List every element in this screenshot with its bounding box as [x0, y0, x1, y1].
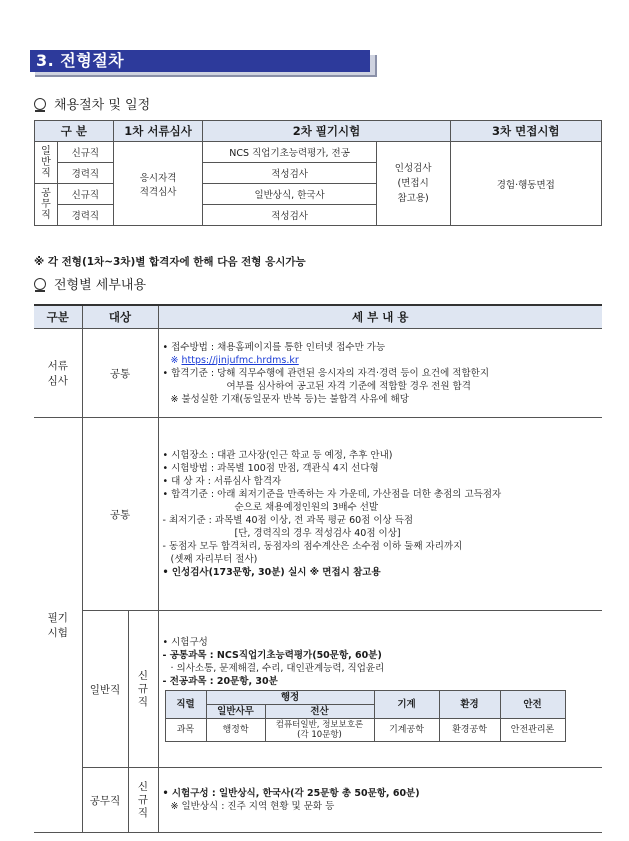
- written-line: • 대 상 자 : 서류심사 합격자: [162, 476, 282, 487]
- schedule-row-type: 경력직: [57, 163, 113, 184]
- subject-office: 행정학: [206, 719, 265, 742]
- stage-note: ※ 각 전형(1차~3차)별 합격자에 한해 다음 전형 응시가능: [34, 256, 306, 268]
- subject-header-row: [165, 691, 565, 705]
- gen-line: • 시험구성: [162, 637, 208, 648]
- written-subject: NCS 직업기초능력평가, 전공: [203, 142, 376, 163]
- personality-cell: [376, 142, 450, 226]
- detail-row-document: [34, 329, 602, 418]
- subject-env: 환경공학: [439, 719, 500, 742]
- written-general-content: [158, 611, 602, 768]
- written-line: • 시험방법 : 과목별 100점 만점, 객관식 4지 선다형: [162, 463, 379, 474]
- written-public-content: [158, 768, 602, 833]
- doc-url-line: [163, 354, 599, 367]
- detail-header-row: [34, 305, 602, 329]
- personality-line2: (면접시: [397, 178, 429, 189]
- written-subject: 적성검사: [203, 205, 376, 226]
- first-stage-cell: [113, 142, 203, 226]
- char: 신: [137, 780, 149, 793]
- pub-line: • 시험구성 : 일반상식, 한국사(각 25문항 총 50문항, 60분): [162, 788, 420, 799]
- subject-comp-line2: (각 10문항): [297, 730, 342, 740]
- schedule-header-stage2: 2차 필기시험: [203, 121, 450, 142]
- doc-category-line2: 심사: [47, 375, 68, 387]
- schedule-header-category: 구 분: [35, 121, 114, 142]
- written-category-line2: 시험: [47, 627, 68, 639]
- written-category-line1: 필기: [47, 612, 68, 624]
- subject-header-safe: 안전: [500, 691, 565, 719]
- subject-header-admin: 행정: [206, 691, 374, 705]
- written-target-public: 공무직: [82, 768, 128, 833]
- char: 규: [137, 682, 149, 695]
- group-label-public: 공 무 직: [35, 184, 58, 226]
- gen-line: - 공통과목 : NCS직업기초능력평가(50문항, 60분): [162, 650, 382, 661]
- detail-header-target: 대상: [82, 305, 158, 329]
- detail-header-content: 세 부 내 용: [158, 305, 602, 329]
- written-line: • 시험장소 : 대관 고사장(인근 학교 등 예정, 추후 안내): [162, 450, 393, 461]
- written-line: (셋째 자리부터 절사): [170, 554, 258, 565]
- schedule-row-type: 신규직: [57, 184, 113, 205]
- group-label-general: 일 반 직: [35, 142, 58, 184]
- written-target-common: 공통: [82, 418, 158, 611]
- doc-line: 여부를 심사하여 공고된 자격 기준에 적합할 경우 전원 합격: [226, 380, 471, 392]
- gen-line: · 의사소통, 문제해결, 수리, 대인관계능력, 직업윤리: [170, 663, 385, 674]
- subject-header-type: 직렬: [165, 691, 206, 719]
- char: 규: [137, 793, 149, 806]
- section-title: 3. 전형절차: [30, 50, 370, 72]
- written-common-content: [158, 418, 602, 611]
- pub-line: ※ 일반상식 : 진주 지역 현황 및 문화 등: [170, 801, 335, 812]
- written-subject: 적성검사: [203, 163, 376, 184]
- personality-line1: 인성검사: [394, 163, 432, 174]
- subject-table: [165, 690, 566, 742]
- doc-line: • 접수방법 : 채용홈페이지를 통한 인터넷 접수만 가능: [162, 341, 386, 353]
- subject-header-office: 일반사무: [206, 705, 265, 719]
- doc-target: 공통: [82, 329, 158, 418]
- schedule-table: [34, 120, 602, 226]
- schedule-row-type: 신규직: [57, 142, 113, 163]
- written-line: • 인성검사(173문항, 30분) 실시 ※ 면접시 참고용: [162, 567, 381, 578]
- interview-cell: 경험·행동면접: [450, 142, 601, 226]
- doc-line: ※ 불성실한 기재(동일문자 반복 등)는 불합격 사유에 해당: [170, 393, 409, 405]
- public-new-label: [128, 768, 158, 833]
- subject-row-label: 과목: [165, 719, 206, 742]
- detail-row-written-common: [34, 418, 602, 611]
- subheading-schedule-text: 채용절차 및 일정: [54, 98, 151, 113]
- written-line: [단, 경력직의 경우 적성검사 40점 이상]: [234, 528, 401, 539]
- general-new-label: [128, 611, 158, 768]
- detail-table: [34, 304, 602, 833]
- detail-row-written-general: [34, 611, 602, 768]
- schedule-row: [35, 142, 602, 163]
- doc-category: [34, 329, 82, 418]
- subject-header-env: 환경: [439, 691, 500, 719]
- section-header: [30, 50, 376, 76]
- subject-safe: 안전관리론: [500, 719, 565, 742]
- recruit-link[interactable]: https://jinjufmc.hrdms.kr: [181, 354, 299, 366]
- schedule-row-type: 경력직: [57, 205, 113, 226]
- doc-category-line1: 서류: [47, 360, 68, 372]
- first-stage-line1: 응시자격: [139, 172, 177, 184]
- circle-bullet-icon: [34, 278, 46, 290]
- written-category: [34, 418, 82, 833]
- char: 신: [137, 669, 149, 682]
- subheading-detail: [34, 274, 146, 293]
- first-stage-line2: 적격심사: [139, 186, 177, 198]
- written-line: 순으로 채용예정인원의 3배수 선발: [234, 502, 379, 513]
- doc-line: • 합격기준 : 당해 직무수행에 관련된 응시자의 자격·경력 등이 요건에 적합한지: [162, 367, 490, 379]
- schedule-header-stage3: 3차 면접시험: [450, 121, 601, 142]
- detail-header-category: 구분: [34, 305, 82, 329]
- gen-line: - 전공과목 : 20문항, 30분: [162, 676, 278, 687]
- written-subject: 일반상식, 한국사: [203, 184, 376, 205]
- char: 직: [137, 806, 149, 819]
- circle-bullet-icon: [34, 98, 46, 110]
- doc-url-prefix: ※: [170, 354, 182, 366]
- personality-line3: 참고용): [397, 193, 429, 204]
- subject-comp: [265, 719, 374, 742]
- subject-comp-line1: 컴퓨터일반, 정보보호론: [275, 720, 364, 730]
- schedule-header-row: [35, 121, 602, 142]
- written-target-general: 일반직: [82, 611, 128, 768]
- subject-mech: 기계공학: [374, 719, 439, 742]
- subject-header-comp: 전산: [265, 705, 374, 719]
- written-line: - 동점자 모두 합격처리, 동점자의 점수계산은 소수점 이하 둘째 자리까지: [162, 541, 463, 552]
- subheading-schedule: [34, 94, 150, 113]
- subheading-detail-text: 전형별 세부내용: [54, 278, 147, 293]
- detail-row-written-public: [34, 768, 602, 833]
- subject-header-mech: 기계: [374, 691, 439, 719]
- schedule-header-stage1: 1차 서류심사: [113, 121, 203, 142]
- written-line: - 최저기준 : 과목별 40점 이상, 전 과목 평균 60점 이상 득점: [162, 515, 414, 526]
- doc-content: [158, 329, 602, 418]
- written-line: • 합격기준 : 아래 최저기준을 만족하는 자 가운데, 가산점을 더한 총점의 고득점자: [162, 489, 502, 500]
- char: 직: [137, 695, 149, 708]
- subject-row: [165, 719, 565, 742]
